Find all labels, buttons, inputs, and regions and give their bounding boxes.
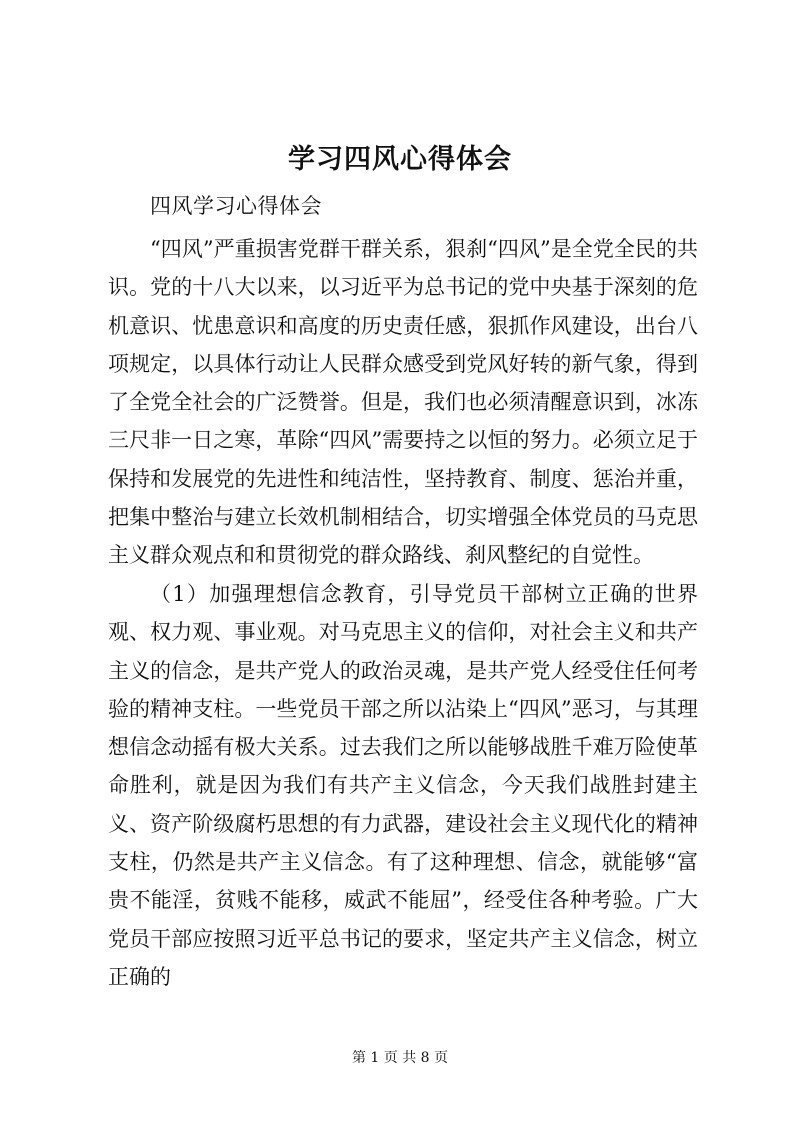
paragraph-2: （1）加强理想信念教育，引导党员干部树立正确的世界观、权力观、事业观。对马克思主义的信仰，对社会主义和共产主义的信念，是共产党人的政治灵魂，是共产党人经受住任何考验的精神支柱。一些党员干部之所以沾染上“四风”恶习，与其理想信念动摇有极大关系。过去我们之所以能够战胜千难万险使革命胜利，就是因为我们有共产主义信念，今天我们战胜封建主义、资产阶级腐朽思想的有力武器，建设社会主义现代化的精神支柱，仍然是共产主义信念。有了这种理想、信念，就能够“富贵不能淫，贫贱不能移，威武不能屈”，经受住各种考验。广大党员干部应按照习近平总书记的要求，坚定共产主义信念，树立正确的 (108, 582, 698, 989)
document-subtitle: 四风学习心得体会 (150, 194, 322, 218)
document-title: 学习四风心得体会 (288, 144, 512, 175)
page-footer: 第 1 页 共 8 页 (351, 1050, 449, 1066)
paragraph-1: “四风”严重损害党群干群关系，狠刹“四风”是全党全民的共识。党的十八大以来，以习近平为总书记的党中央基于深刻的危机意识、忧患意识和高度的历史责任感，狠抓作风建设，出台八项规定，以具体行动让人民群众感受到党风好转的新气象，得到了全党全社会的广泛赞誉。但是，我们也必须清醒意识到，冰冻三尺非一日之寒，革除“四风”需要持之以恒的努力。必须立足于保持和发展党的先进性和纯洁性，坚持教育、制度、惩治并重，把集中整治与建立长效机制相结合，切实增强全体党员的马克思主义群众观点和和贯彻党的群众路线、刹风整纪的自觉性。 (108, 237, 698, 568)
